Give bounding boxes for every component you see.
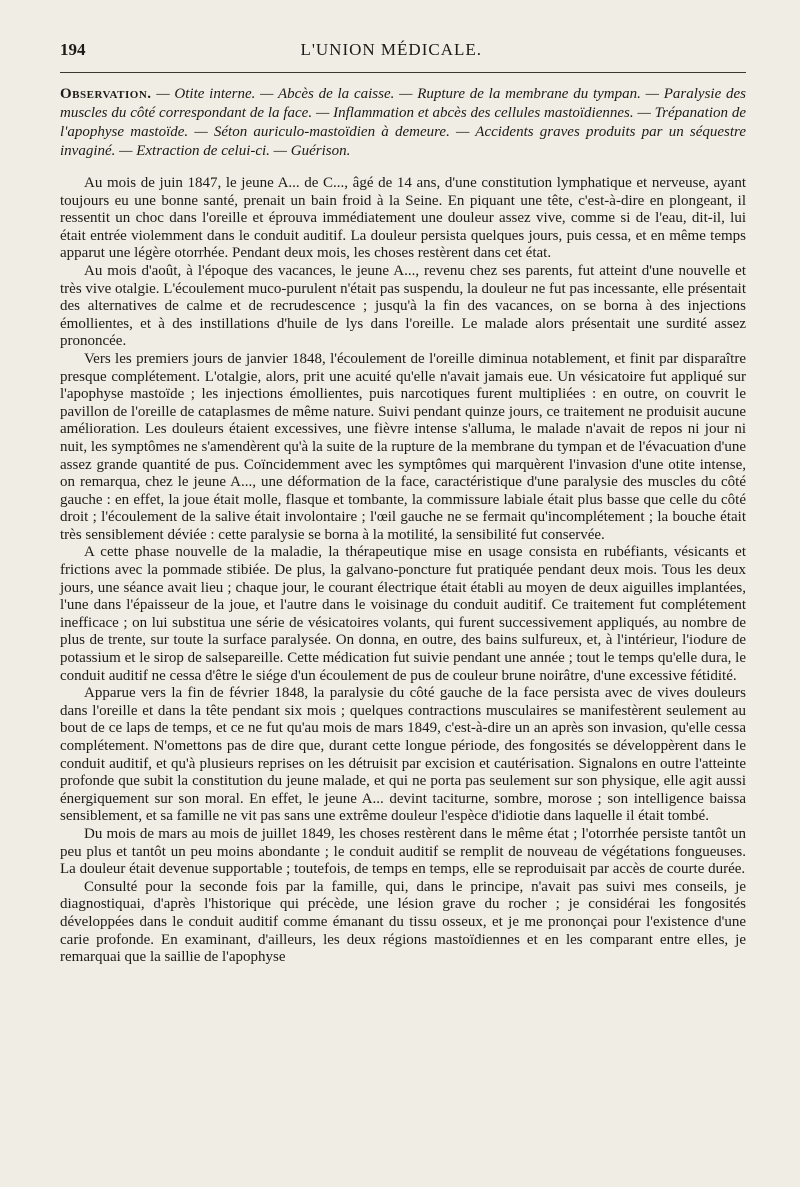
paragraph: A cette phase nouvelle de la maladie, la thérapeutique mise en usage consista en rubéfiants, vésicants et frictions avec la pommade stibiée. De plus, la galvano-poncture fut pratiquée pendant deux mois. Tous les deux jours, une séance avait lieu ; chaque jour, le courant électrique était établi au moyen de deux aiguilles implantées, l'une dans l'épaisseur de la joue, et l'autre dans le voisinage du conduit auditif. Ce traitement fut complétement inefficace ; on lui substitua une série de vésicatoires volants, qui furent successivement appliqués, au nombre de plus de trente, sur toute la surface paralysée. On donna, en outre, des bains sulfureux, et, à l'intérieur, l'iodure de potassium et le sirop de salsepareille. Cette médication fut suivie pendant une année ; tout le temps qu'elle dura, le conduit auditif ne cessa d'être le siége d'un écoulement de pus de couleur brune noirâtre, d'une excessive fétidité. xyxy=(60,544,746,684)
header-rule xyxy=(60,72,746,73)
paragraph: Consulté pour la seconde fois par la famille, qui, dans le principe, n'avait pas suivi mes conseils, je diagnostiquai, d'après l'historique qui précède, une lésion grave du rocher ; je considérai les fongosités développées dans le conduit auditif comme émanant du tissu osseux, et je me prononçai pour l'existence d'une carie profonde. En examinant, d'ailleurs, les deux régions mastoïdiennes et en les comparant entre elles, je remarquai que la saillie de l'apophyse xyxy=(60,878,746,966)
paragraph: Du mois de mars au mois de juillet 1849, les choses restèrent dans le même état ; l'otorrhée persiste tantôt un peu plus et tantôt un peu moins abondante ; le conduit auditif se remplit de nouveau de végétations fongueuses. La douleur était devenue supportable ; toutefois, de temps en temps, elle se reproduisait par accès de courte durée. xyxy=(60,825,746,878)
observation-lead: Observation. xyxy=(60,86,152,102)
paragraph: Apparue vers la fin de février 1848, la paralysie du côté gauche de la face persista avec de vives douleurs dans l'oreille et dans la tête pendant six mois ; quelques contractions musculaires se manifestèrent seulement au bout de ce laps de temps, et ce ne fut qu'au mois de mars 1849, c'est-à-dire un an après son invasion, qu'elle cessa complétement. N'omettons pas de dire que, durant cette longue période, des fongosités se développèrent dans le conduit auditif, et qu'à plusieurs reprises on les détruisit par excision et cautérisation. Signalons en outre l'atteinte profonde que subit la constitution du jeune malade, et qui ne porta pas seulement sur son physique, elle agit aussi énergiquement sur son moral. En effet, le jeune A... devint taciturne, sombre, morose ; son intelligence baissa sensiblement, et sa famille ne vit pas sans une extrême douleur l'espèce d'idiotie dans laquelle il était tombé. xyxy=(60,685,746,825)
page-number: 194 xyxy=(60,40,86,59)
observation-text: — Otite interne. — Abcès de la caisse. — Rupture de la membrane du tympan. — Paralysie des muscles du côté correspondant de la face. — Inflammation et abcès des cellules mastoïdiennes. — Trépanation de l'apophyse mastoïde. — Séton auriculo-mastoïdien à demeure. — Accidents graves produits par un séquestre invaginé. — Extraction de celui-ci. — Guérison. xyxy=(60,86,746,159)
paragraph: Au mois d'août, à l'époque des vacances, le jeune A..., revenu chez ses parents, fut atteint d'une nouvelle et très vive otalgie. L'écoulement muco-purulent n'était pas suspendu, la douleur ne fut pas incessante, elle présentait des alternatives de calme et de recrudescence ; jusqu'à la fin des vacances, on se borna à des injections émollientes, et à des instillations d'huile de lys dans l'oreille. Le malade alors présentait une surdité assez prononcée. xyxy=(60,262,747,350)
article-body xyxy=(60,175,746,967)
paragraph: Vers les premiers jours de janvier 1848, l'écoulement de l'oreille diminua notablement, et finit par disparaître presque complétement. L'otalgie, alors, prit une acuité qu'elle n'avait jamais eue. Un vésicatoire fut appliqué sur l'apophyse mastoïde ; les injections émollientes, puis narcotiques furent multipliées : en outre, on couvrit le pavillon de l'oreille de cataplasmes de même nature. Suivi pendant quinze jours, ce traitement ne produisit aucune amélioration. Les douleurs étaient excessives, une fièvre intense s'alluma, le malade n'avait de repos ni jour ni nuit, les symptômes ne s'amendèrent qu'à la suite de la rupture de la membrane du tympan et de l'évacuation d'une assez grande quantité de pus. Coïncidemment avec les symptômes qui marquèrent l'invasion d'une otite intense, on remarqua, chez le jeune A..., une déformation de la face, caractéristique d'une paralysie des muscles du côté gauche : en effet, la joue était molle, flasque et tombante, la commissure labiale était plus basse que celle du côté droit ; l'écoulement de la salive était involontaire ; l'œil gauche ne se fermait qu'incomplétement ; la bouche était très sensiblement déviée : cette paralysie se borna à la motilité, la sensibilité fut conservée. xyxy=(60,350,746,543)
running-title: L'UNION MÉDICALE. xyxy=(300,40,482,59)
page-header xyxy=(60,40,746,60)
paragraph: Au mois de juin 1847, le jeune A... de C..., âgé de 14 ans, d'une constitution lymphatique et nerveuse, ayant toujours eu une bonne santé, prenait un bain froid à la Seine. En piquant une tête, c'est-à-dire en plongeant, il ressentit un choc dans l'oreille et éprouva immédiatement une douleur assez vive, comme si de l'eau, dit-il, lui était entrée violemment dans le conduit auditif. La douleur persista quelques jours, puis cessa, et en même temps apparut une légère otorrhée. Pendant deux mois, les choses restèrent dans cet état. xyxy=(60,175,746,262)
observation-summary xyxy=(60,85,746,161)
